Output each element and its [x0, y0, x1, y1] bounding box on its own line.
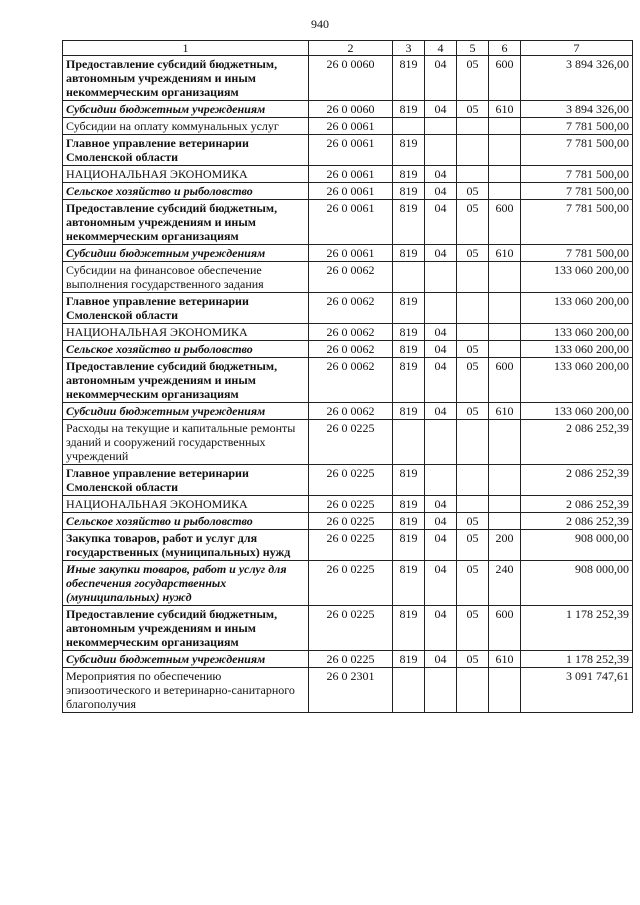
ministry-code-cell: 819 [393, 530, 425, 561]
subsection-code-cell [457, 668, 489, 713]
expense-type-cell [489, 324, 521, 341]
ministry-code-cell: 819 [393, 606, 425, 651]
table-row [63, 183, 633, 200]
amount-cell: 133 060 200,00 [521, 358, 633, 403]
amount-cell: 1 178 252,39 [521, 606, 633, 651]
expense-type-cell: 600 [489, 358, 521, 403]
expense-type-cell: 240 [489, 561, 521, 606]
section-code-cell: 04 [425, 651, 457, 668]
expense-type-cell: 200 [489, 530, 521, 561]
row-name-cell: Субсидии бюджетным учреждениям [63, 101, 309, 118]
table-row [63, 651, 633, 668]
amount-cell: 7 781 500,00 [521, 200, 633, 245]
section-code-cell [425, 668, 457, 713]
table-row [63, 513, 633, 530]
target-code-cell: 26 0 0225 [309, 420, 393, 465]
subsection-code-cell [457, 465, 489, 496]
expense-type-cell [489, 135, 521, 166]
amount-cell: 908 000,00 [521, 561, 633, 606]
row-name-cell: Главное управление ветеринарии Смоленской области [63, 293, 309, 324]
row-name-cell: Главное управление ветеринарии Смоленской области [63, 465, 309, 496]
row-name-cell: Предоставление субсидий бюджетным, автономным учреждениям и иным некоммерческим организациям [63, 358, 309, 403]
section-code-cell: 04 [425, 358, 457, 403]
table-row [63, 465, 633, 496]
table-row [63, 200, 633, 245]
ministry-code-cell: 819 [393, 341, 425, 358]
column-header: 4 [425, 41, 457, 56]
ministry-code-cell [393, 420, 425, 465]
ministry-code-cell: 819 [393, 465, 425, 496]
table-row [63, 358, 633, 403]
expense-type-cell [489, 293, 521, 324]
ministry-code-cell: 819 [393, 293, 425, 324]
target-code-cell: 26 0 0225 [309, 561, 393, 606]
table-row [63, 118, 633, 135]
target-code-cell: 26 0 0061 [309, 200, 393, 245]
ministry-code-cell: 819 [393, 513, 425, 530]
row-name-cell: Субсидии бюджетным учреждениям [63, 403, 309, 420]
page-number: 940 [311, 17, 329, 31]
amount-cell: 133 060 200,00 [521, 262, 633, 293]
amount-cell: 3 091 747,61 [521, 668, 633, 713]
amount-cell: 3 894 326,00 [521, 56, 633, 101]
amount-cell: 908 000,00 [521, 530, 633, 561]
target-code-cell: 26 0 0060 [309, 56, 393, 101]
table-row [63, 606, 633, 651]
expense-type-cell: 610 [489, 245, 521, 262]
table-row [63, 135, 633, 166]
amount-cell: 133 060 200,00 [521, 293, 633, 324]
subsection-code-cell: 05 [457, 245, 489, 262]
subsection-code-cell: 05 [457, 561, 489, 606]
subsection-code-cell: 05 [457, 56, 489, 101]
table-row [63, 166, 633, 183]
section-code-cell: 04 [425, 245, 457, 262]
ministry-code-cell: 819 [393, 561, 425, 606]
ministry-code-cell: 819 [393, 166, 425, 183]
ministry-code-cell: 819 [393, 245, 425, 262]
subsection-code-cell: 05 [457, 403, 489, 420]
column-header: 6 [489, 41, 521, 56]
subsection-code-cell [457, 135, 489, 166]
section-code-cell [425, 465, 457, 496]
section-code-cell: 04 [425, 101, 457, 118]
ministry-code-cell: 819 [393, 56, 425, 101]
table-row [63, 403, 633, 420]
target-code-cell: 26 0 0062 [309, 358, 393, 403]
expense-type-cell [489, 262, 521, 293]
expense-type-cell: 610 [489, 403, 521, 420]
table-row [63, 293, 633, 324]
section-code-cell: 04 [425, 341, 457, 358]
section-code-cell: 04 [425, 403, 457, 420]
section-code-cell: 04 [425, 513, 457, 530]
row-name-cell: Сельское хозяйство и рыболовство [63, 183, 309, 200]
subsection-code-cell [457, 262, 489, 293]
ministry-code-cell: 819 [393, 496, 425, 513]
budget-table [62, 40, 633, 713]
column-header: 2 [309, 41, 393, 56]
ministry-code-cell [393, 118, 425, 135]
expense-type-cell: 600 [489, 56, 521, 101]
expense-type-cell [489, 496, 521, 513]
section-code-cell: 04 [425, 496, 457, 513]
table-row [63, 496, 633, 513]
row-name-cell: Расходы на текущие и капитальные ремонты зданий и сооружений государственных учреждений [63, 420, 309, 465]
expense-type-cell [489, 118, 521, 135]
subsection-code-cell: 05 [457, 606, 489, 651]
section-code-cell: 04 [425, 56, 457, 101]
expense-type-cell [489, 420, 521, 465]
subsection-code-cell: 05 [457, 513, 489, 530]
amount-cell: 7 781 500,00 [521, 183, 633, 200]
target-code-cell: 26 0 0225 [309, 465, 393, 496]
ministry-code-cell: 819 [393, 101, 425, 118]
row-name-cell: Предоставление субсидий бюджетным, автономным учреждениям и иным некоммерческим организациям [63, 606, 309, 651]
subsection-code-cell: 05 [457, 200, 489, 245]
row-name-cell: Главное управление ветеринарии Смоленской области [63, 135, 309, 166]
amount-cell: 7 781 500,00 [521, 166, 633, 183]
section-code-cell: 04 [425, 561, 457, 606]
table-row [63, 245, 633, 262]
row-name-cell: НАЦИОНАЛЬНАЯ ЭКОНОМИКА [63, 496, 309, 513]
column-header: 3 [393, 41, 425, 56]
subsection-code-cell [457, 324, 489, 341]
table-row [63, 324, 633, 341]
target-code-cell: 26 0 2301 [309, 668, 393, 713]
row-name-cell: Предоставление субсидий бюджетным, автономным учреждениям и иным некоммерческим организациям [63, 56, 309, 101]
subsection-code-cell: 05 [457, 358, 489, 403]
expense-type-cell [489, 183, 521, 200]
section-code-cell [425, 262, 457, 293]
target-code-cell: 26 0 0061 [309, 183, 393, 200]
column-header: 1 [63, 41, 309, 56]
subsection-code-cell: 05 [457, 530, 489, 561]
column-header: 7 [521, 41, 633, 56]
row-name-cell: Закупка товаров, работ и услуг для государственных (муниципальных) нужд [63, 530, 309, 561]
section-code-cell [425, 293, 457, 324]
row-name-cell: Иные закупки товаров, работ и услуг для обеспечения государственных (муниципальных) нужд [63, 561, 309, 606]
row-name-cell: Субсидии на финансовое обеспечение выполнения государственного задания [63, 262, 309, 293]
ministry-code-cell: 819 [393, 651, 425, 668]
ministry-code-cell: 819 [393, 324, 425, 341]
target-code-cell: 26 0 0061 [309, 118, 393, 135]
table-row [63, 341, 633, 358]
row-name-cell: Предоставление субсидий бюджетным, автономным учреждениям и иным некоммерческим организациям [63, 200, 309, 245]
section-code-cell [425, 118, 457, 135]
amount-cell: 133 060 200,00 [521, 324, 633, 341]
section-code-cell: 04 [425, 200, 457, 245]
amount-cell: 7 781 500,00 [521, 118, 633, 135]
row-name-cell: Субсидии на оплату коммунальных услуг [63, 118, 309, 135]
target-code-cell: 26 0 0061 [309, 245, 393, 262]
target-code-cell: 26 0 0062 [309, 403, 393, 420]
subsection-code-cell [457, 166, 489, 183]
amount-cell: 2 086 252,39 [521, 513, 633, 530]
section-code-cell [425, 420, 457, 465]
amount-cell: 2 086 252,39 [521, 420, 633, 465]
subsection-code-cell: 05 [457, 651, 489, 668]
section-code-cell: 04 [425, 324, 457, 341]
target-code-cell: 26 0 0062 [309, 262, 393, 293]
row-name-cell: Сельское хозяйство и рыболовство [63, 513, 309, 530]
table-row [63, 420, 633, 465]
expense-type-cell [489, 341, 521, 358]
column-header: 5 [457, 41, 489, 56]
row-name-cell: НАЦИОНАЛЬНАЯ ЭКОНОМИКА [63, 166, 309, 183]
table-header-row [63, 41, 633, 56]
row-name-cell: Субсидии бюджетным учреждениям [63, 651, 309, 668]
expense-type-cell: 610 [489, 651, 521, 668]
target-code-cell: 26 0 0060 [309, 101, 393, 118]
row-name-cell: Сельское хозяйство и рыболовство [63, 341, 309, 358]
target-code-cell: 26 0 0225 [309, 530, 393, 561]
ministry-code-cell: 819 [393, 403, 425, 420]
amount-cell: 2 086 252,39 [521, 465, 633, 496]
expense-type-cell: 610 [489, 101, 521, 118]
subsection-code-cell: 05 [457, 183, 489, 200]
ministry-code-cell: 819 [393, 183, 425, 200]
section-code-cell: 04 [425, 166, 457, 183]
expense-type-cell: 600 [489, 200, 521, 245]
table-row [63, 561, 633, 606]
amount-cell: 7 781 500,00 [521, 135, 633, 166]
amount-cell: 133 060 200,00 [521, 403, 633, 420]
expense-type-cell [489, 513, 521, 530]
subsection-code-cell [457, 118, 489, 135]
amount-cell: 3 894 326,00 [521, 101, 633, 118]
ministry-code-cell: 819 [393, 358, 425, 403]
section-code-cell: 04 [425, 530, 457, 561]
amount-cell: 1 178 252,39 [521, 651, 633, 668]
target-code-cell: 26 0 0062 [309, 341, 393, 358]
target-code-cell: 26 0 0062 [309, 293, 393, 324]
subsection-code-cell [457, 496, 489, 513]
table-row [63, 668, 633, 713]
target-code-cell: 26 0 0061 [309, 135, 393, 166]
ministry-code-cell: 819 [393, 200, 425, 245]
amount-cell: 7 781 500,00 [521, 245, 633, 262]
target-code-cell: 26 0 0225 [309, 651, 393, 668]
subsection-code-cell [457, 420, 489, 465]
row-name-cell: Мероприятия по обеспечению эпизоотического и ветеринарно-санитарного благополучия [63, 668, 309, 713]
target-code-cell: 26 0 0225 [309, 606, 393, 651]
amount-cell: 2 086 252,39 [521, 496, 633, 513]
table-row [63, 530, 633, 561]
section-code-cell: 04 [425, 183, 457, 200]
table-row [63, 262, 633, 293]
section-code-cell [425, 135, 457, 166]
subsection-code-cell: 05 [457, 101, 489, 118]
expense-type-cell: 600 [489, 606, 521, 651]
ministry-code-cell: 819 [393, 135, 425, 166]
row-name-cell: Субсидии бюджетным учреждениям [63, 245, 309, 262]
ministry-code-cell [393, 668, 425, 713]
table-row [63, 56, 633, 101]
target-code-cell: 26 0 0062 [309, 324, 393, 341]
expense-type-cell [489, 166, 521, 183]
subsection-code-cell: 05 [457, 341, 489, 358]
target-code-cell: 26 0 0225 [309, 496, 393, 513]
target-code-cell: 26 0 0225 [309, 513, 393, 530]
ministry-code-cell [393, 262, 425, 293]
target-code-cell: 26 0 0061 [309, 166, 393, 183]
section-code-cell: 04 [425, 606, 457, 651]
expense-type-cell [489, 668, 521, 713]
row-name-cell: НАЦИОНАЛЬНАЯ ЭКОНОМИКА [63, 324, 309, 341]
amount-cell: 133 060 200,00 [521, 341, 633, 358]
table-row [63, 101, 633, 118]
expense-type-cell [489, 465, 521, 496]
subsection-code-cell [457, 293, 489, 324]
